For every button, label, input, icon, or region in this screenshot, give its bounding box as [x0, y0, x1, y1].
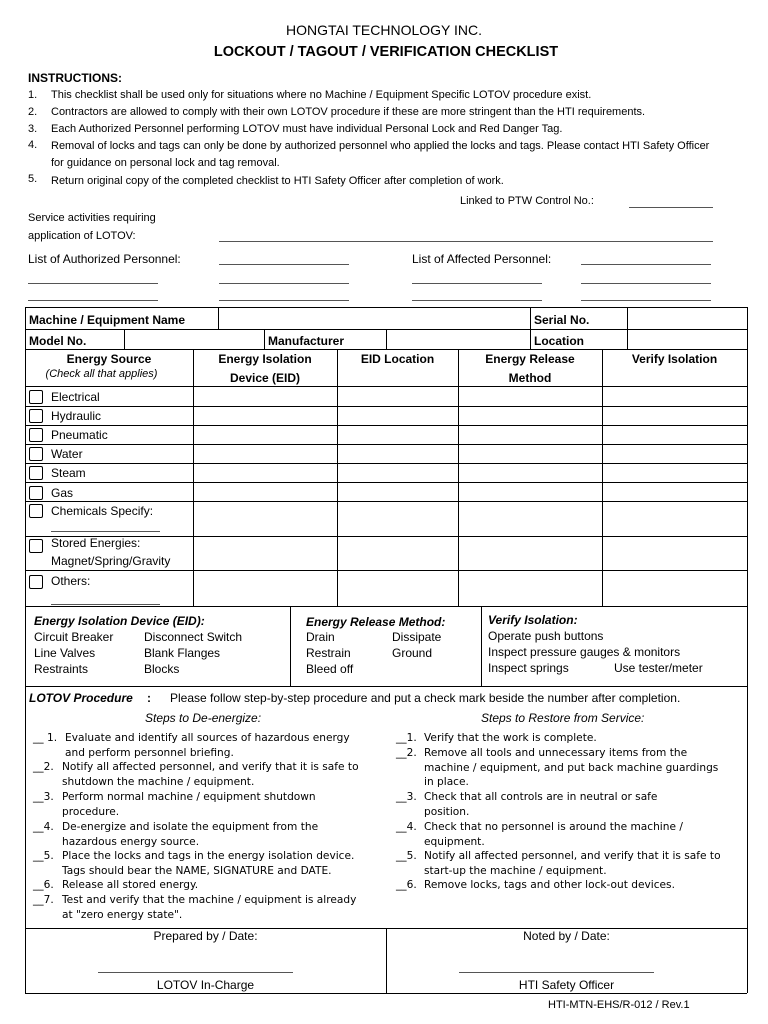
instruction-num: 1. — [28, 89, 38, 101]
step-number: __4. — [396, 821, 417, 833]
restore-step[interactable] — [396, 820, 726, 850]
machine-name-label: Machine / Equipment Name — [29, 313, 186, 327]
step-text: Check that all controls are in neutral or safe position. — [424, 791, 658, 818]
step-text: Verify that the work is complete. — [424, 732, 597, 744]
stored-energies-sublabel: Magnet/Spring/Gravity — [51, 554, 171, 568]
affected-personnel-field[interactable] — [581, 283, 711, 284]
serial-no-label: Serial No. — [534, 313, 590, 327]
step-number: __1. — [396, 732, 417, 744]
release-item: Restrain — [306, 646, 351, 660]
chemicals-specify-field[interactable] — [51, 531, 160, 532]
pneumatic-checkbox[interactable] — [29, 428, 43, 442]
deenergize-step[interactable] — [33, 893, 363, 923]
instruction-num: 4. — [28, 139, 38, 151]
col-eid: Energy Isolation — [218, 352, 312, 366]
gas-label: Gas — [51, 486, 74, 500]
step-text: Remove all tools and unnecessary items from the machine / equipment, and put back machine guardings in place. — [424, 747, 719, 788]
prepared-by-role: LOTOV In-Charge — [156, 978, 255, 992]
step-number: __6. — [396, 879, 417, 891]
authorized-personnel-field[interactable] — [28, 300, 158, 301]
affected-personnel-label: List of Affected Personnel: — [412, 252, 552, 266]
restore-step[interactable] — [396, 790, 726, 820]
release-item: Drain — [306, 630, 335, 644]
step-number: __4. — [33, 821, 54, 833]
instruction-text: Return original copy of the completed checklist to HTI Safety Officer after completion of work. — [51, 175, 504, 187]
step-text: Evaluate and identify all sources of hazardous energy and perform personnel briefing. — [65, 732, 350, 759]
affected-personnel-field[interactable] — [581, 264, 711, 265]
pneumatic-label: Pneumatic — [51, 428, 108, 442]
hydraulic-checkbox[interactable] — [29, 409, 43, 423]
instruction-text: Each Authorized Personnel performing LOTOV must have individual Personal Lock and Red Danger Tag. — [51, 123, 563, 135]
authorized-personnel-field[interactable] — [219, 283, 349, 284]
eid-item: Blocks — [144, 662, 180, 676]
instruction-num: 3. — [28, 123, 38, 135]
noted-by-label: Noted by / Date: — [523, 929, 610, 943]
step-text: Test and verify that the machine / equipment is already at "zero energy state". — [62, 894, 357, 921]
col-eid-location: EID Location — [360, 352, 435, 366]
restore-step[interactable] — [396, 731, 726, 746]
verify-item: Inspect springs — [488, 661, 569, 675]
electrical-label: Electrical — [51, 390, 100, 404]
instruction-text: Removal of locks and tags can only be done by authorized personnel who applied the locks and tags. Please contact HTI Safety Officer — [51, 140, 710, 152]
instructions-heading: INSTRUCTIONS: — [28, 71, 122, 85]
release-item: Ground — [392, 646, 433, 660]
stored-energies-label: Stored Energies: — [51, 536, 141, 550]
authorized-personnel-label: List of Authorized Personnel: — [28, 252, 181, 266]
manufacturer-label: Manufacturer — [268, 334, 345, 348]
instruction-num: 5. — [28, 173, 38, 185]
restore-step[interactable] — [396, 849, 726, 879]
step-number: __6. — [33, 879, 54, 891]
step-text: Notify all affected personnel, and verify that it is safe to start-up the machine / equipment. — [424, 850, 721, 877]
verify-item: Operate push buttons — [488, 629, 604, 643]
step-text: Perform normal machine / equipment shutdown procedure. — [62, 791, 316, 818]
col-energy-source-note: (Check all that applies) — [45, 368, 158, 380]
verify-legend-title: Verify Isolation: — [488, 613, 578, 627]
restore-step[interactable] — [396, 878, 726, 893]
procedure-colon: : — [147, 691, 151, 705]
location-label: Location — [534, 334, 584, 348]
ptw-control-field[interactable] — [629, 207, 713, 208]
authorized-personnel-field[interactable] — [219, 300, 349, 301]
deenergize-step[interactable] — [33, 760, 363, 790]
step-text: Check that no personnel is around the machine / equipment. — [424, 821, 683, 848]
eid-item: Line Valves — [34, 646, 96, 660]
deenergize-step[interactable] — [33, 731, 363, 761]
electrical-checkbox[interactable] — [29, 390, 43, 404]
step-text: Place the locks and tags in the energy isolation device. Tags should bear the NAME, SIGNATURE and DATE. — [62, 850, 355, 877]
service-activities-label-2: application of LOTOV: — [28, 230, 136, 242]
step-text: Notify all affected personnel, and verify that it is safe to shutdown the machine / equipment. — [62, 761, 359, 788]
others-label: Others: — [51, 574, 91, 588]
document-code: HTI-MTN-EHS/R-012 / Rev.1 — [548, 999, 690, 1011]
release-legend-title: Energy Release Method: — [306, 615, 446, 629]
release-item: Dissipate — [392, 630, 442, 644]
deenergize-step[interactable] — [33, 849, 363, 879]
eid-item: Circuit Breaker — [34, 630, 114, 644]
chemicals-checkbox[interactable] — [29, 504, 43, 518]
step-number: __3. — [396, 791, 417, 803]
authorized-personnel-field[interactable] — [219, 264, 349, 265]
noted-by-role: HTI Safety Officer — [518, 978, 615, 992]
verify-item: Inspect pressure gauges & monitors — [488, 645, 681, 659]
others-checkbox[interactable] — [29, 575, 43, 589]
step-number: __ 1. — [33, 732, 58, 744]
step-text: Remove locks, tags and other lock-out devices. — [424, 879, 675, 891]
instruction-num: 2. — [28, 106, 38, 118]
company-name: HONGTAI TECHNOLOGY INC. — [285, 22, 483, 38]
chemicals-label: Chemicals Specify: — [51, 504, 154, 518]
procedure-instruction: Please follow step-by-step procedure and put a check mark beside the number after completion. — [170, 691, 681, 705]
prepared-by-label: Prepared by / Date: — [153, 929, 258, 943]
ptw-control-label: Linked to PTW Control No.: — [460, 195, 594, 207]
col-eid-2: Device (EID) — [229, 371, 301, 385]
step-number: __3. — [33, 791, 54, 803]
col-energy-source: Energy Source — [66, 352, 152, 366]
step-number: __2. — [33, 761, 54, 773]
instruction-text: This checklist shall be used only for situations where no Machine / Equipment Specific LOTOV procedure exist. — [51, 89, 592, 101]
authorized-personnel-field[interactable] — [28, 283, 158, 284]
eid-item: Restraints — [34, 662, 89, 676]
col-energy-release-2: Method — [508, 371, 552, 385]
water-checkbox[interactable] — [29, 447, 43, 461]
steam-label: Steam — [51, 466, 86, 480]
col-energy-release: Energy Release — [485, 352, 575, 366]
step-text: De-energize and isolate the equipment from the hazardous energy source. — [62, 821, 319, 848]
deenergize-step[interactable] — [33, 820, 363, 850]
step-number: __2. — [396, 747, 417, 759]
affected-personnel-field[interactable] — [581, 300, 711, 301]
eid-item: Blank Flanges — [144, 646, 221, 660]
steam-checkbox[interactable] — [29, 466, 43, 480]
instruction-text: Contractors are allowed to comply with their own LOTOV procedure if these are more stringent than the HTI requirements. — [51, 106, 646, 118]
service-activities-field[interactable] — [219, 241, 713, 242]
eid-item: Disconnect Switch — [144, 630, 243, 644]
col-verify-isolation: Verify Isolation — [631, 352, 718, 366]
affected-personnel-field[interactable] — [412, 300, 542, 301]
restore-step[interactable] — [396, 746, 726, 791]
release-item: Bleed off — [306, 662, 354, 676]
affected-personnel-field[interactable] — [412, 283, 542, 284]
procedure-label: LOTOV Procedure — [29, 691, 133, 705]
step-number: __5. — [33, 850, 54, 862]
step-text: Release all stored energy. — [62, 879, 199, 891]
restore-title: Steps to Restore from Service: — [481, 711, 645, 725]
service-activities-label: Service activities requiring — [28, 212, 156, 224]
deenergize-title: Steps to De-energize: — [145, 711, 262, 725]
step-number: __7. — [33, 894, 54, 906]
water-label: Water — [51, 447, 83, 461]
deenergize-step[interactable] — [33, 878, 363, 893]
model-no-label: Model No. — [29, 334, 87, 348]
step-number: __5. — [396, 850, 417, 862]
noted-by-signature-field[interactable] — [459, 972, 654, 973]
prepared-by-signature-field[interactable] — [98, 972, 293, 973]
eid-legend-title: Energy Isolation Device (EID): — [34, 614, 205, 628]
instruction-text-continued: for guidance on personal lock and tag removal. — [51, 157, 280, 169]
stored-energies-checkbox[interactable] — [29, 539, 43, 553]
hydraulic-label: Hydraulic — [51, 409, 102, 423]
deenergize-step[interactable] — [33, 790, 363, 820]
page-title: LOCKOUT / TAGOUT / VERIFICATION CHECKLIST — [213, 44, 559, 60]
others-specify-field[interactable] — [51, 604, 160, 605]
verify-item: Use tester/meter — [614, 661, 703, 675]
gas-checkbox[interactable] — [29, 486, 43, 500]
